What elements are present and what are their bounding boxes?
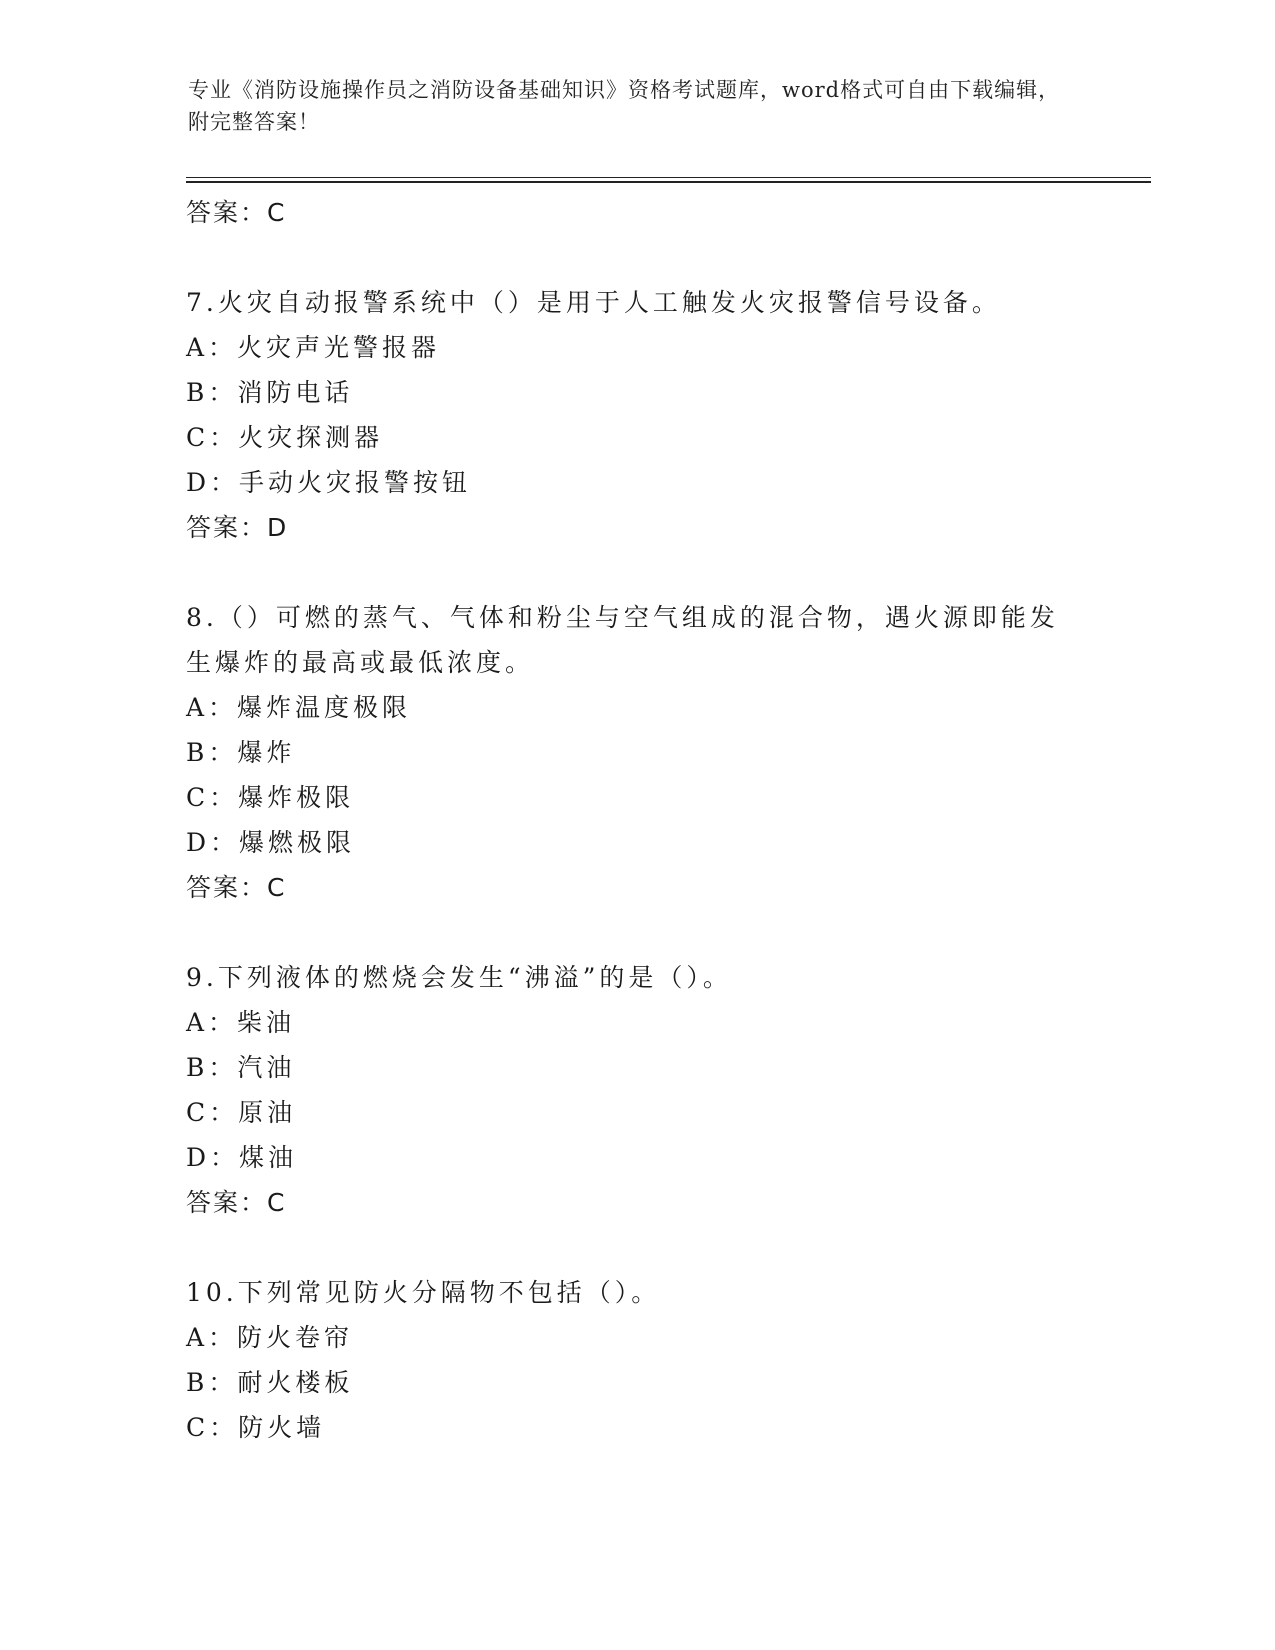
- option-b: B：爆炸: [186, 738, 296, 767]
- question-block: [186, 280, 1086, 550]
- option-d: D：煤油: [186, 1143, 298, 1172]
- spacer: [186, 550, 1086, 595]
- option-c: C：原油: [186, 1098, 297, 1127]
- option-c: C：防火墙: [186, 1413, 326, 1442]
- spacer: [186, 910, 1086, 955]
- option-b: B：耐火楼板: [186, 1368, 354, 1397]
- option-a: A：防火卷帘: [186, 1323, 354, 1352]
- option-a: A：柴油: [186, 1008, 296, 1037]
- document-header: 专业《消防设施操作员之消防设备基础知识》资格考试题库，word格式可自由下载编辑，附完整答案！: [188, 78, 1061, 134]
- spacer: [186, 1225, 1086, 1270]
- question-text: 7.火灾自动报警系统中（）是用于人工触发火灾报警信号设备。: [186, 288, 1001, 317]
- question-list: [186, 190, 1086, 1450]
- option-c: C：爆炸极限: [186, 783, 355, 812]
- question-block: [186, 595, 1086, 910]
- answer-line: 答案：C: [186, 1188, 287, 1217]
- question-block: [186, 955, 1086, 1225]
- answer-line: 答案：D: [186, 513, 289, 542]
- option-c: C：火灾探测器: [186, 423, 384, 452]
- spacer: [186, 235, 1086, 280]
- question-text: 10.下列常见防火分隔物不包括（）。: [186, 1278, 661, 1307]
- header-rule-thin: [186, 177, 1151, 178]
- option-b: B：汽油: [186, 1053, 296, 1082]
- option-a: A：爆炸温度极限: [186, 693, 412, 722]
- answer-line: 答案：C: [186, 198, 287, 227]
- question-text: 8.（）可燃的蒸气、气体和粉尘与空气组成的混合物，遇火源即能发生爆炸的最高或最低浓度。: [186, 603, 1059, 677]
- option-a: A：火灾声光警报器: [186, 333, 441, 362]
- header-rule-thick: [186, 181, 1151, 183]
- option-d: D：手动火灾报警按钮: [186, 468, 472, 497]
- question-block: [186, 1270, 1086, 1450]
- option-d: D：爆燃极限: [186, 828, 356, 857]
- question-text: 9.下列液体的燃烧会发生“沸溢”的是（）。: [186, 963, 732, 992]
- option-b: B：消防电话: [186, 378, 354, 407]
- answer-line: 答案：C: [186, 873, 287, 902]
